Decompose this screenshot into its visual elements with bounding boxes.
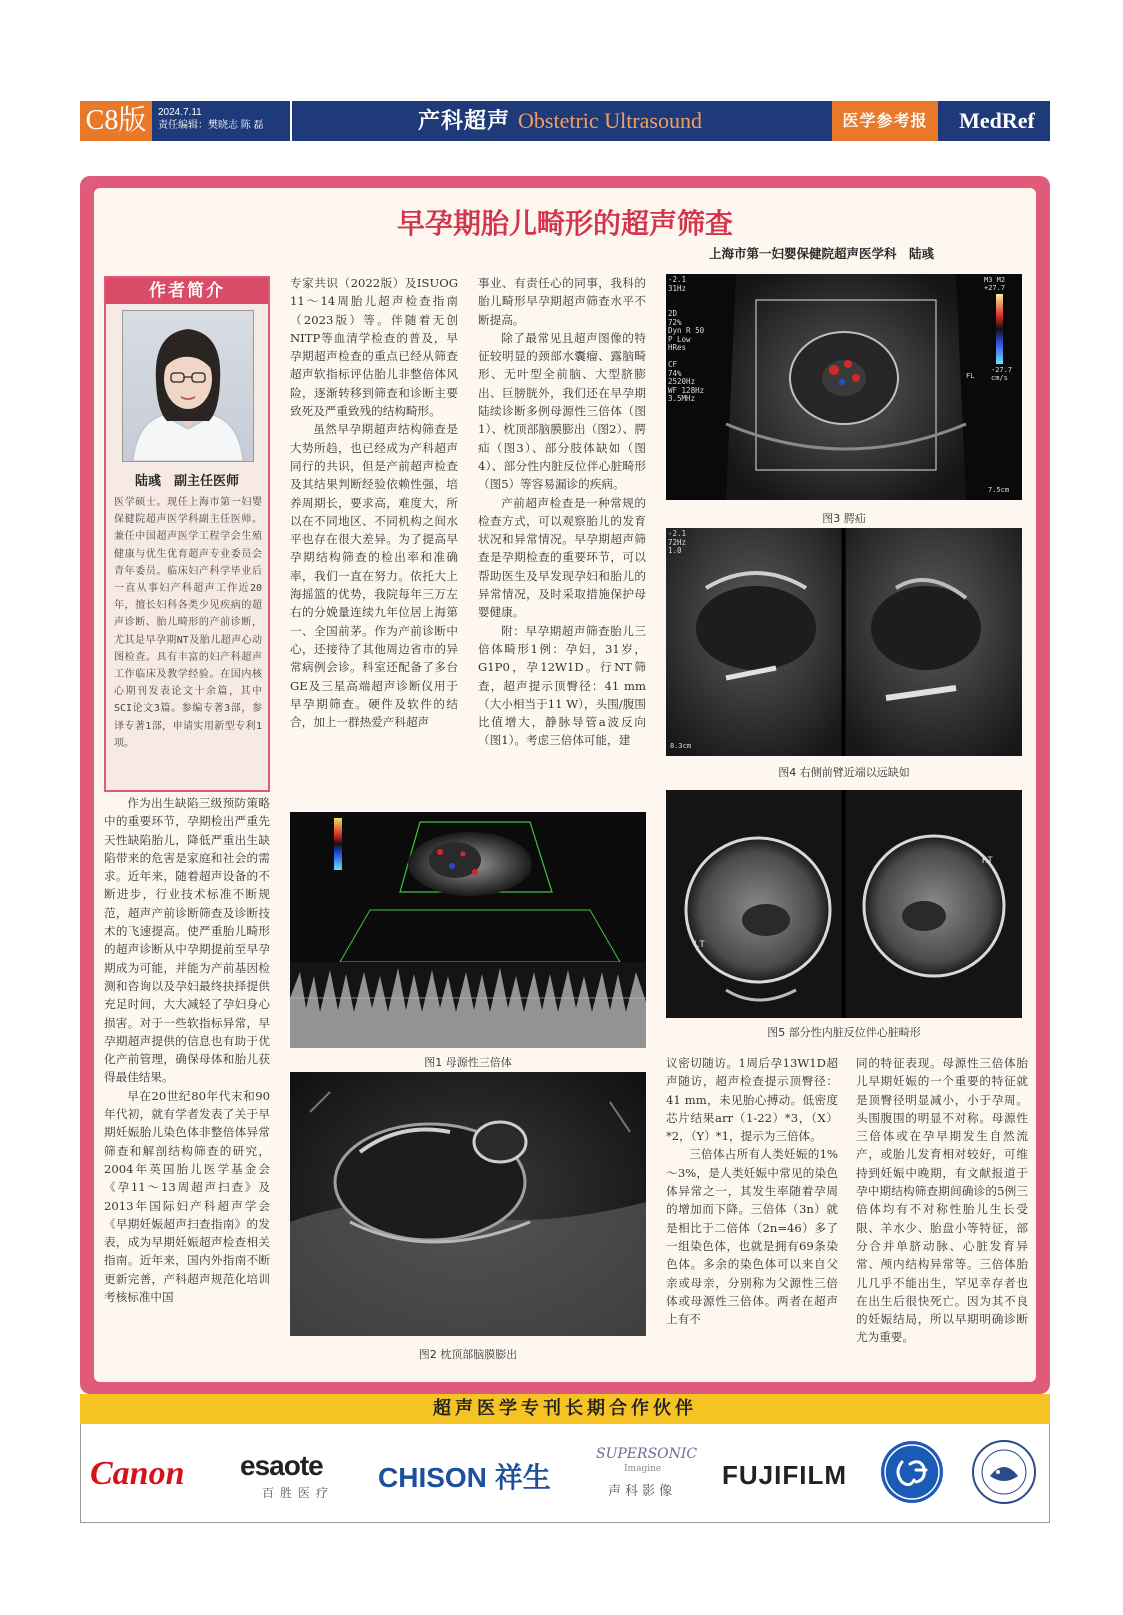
figure-3-caption: 图3 腭疝 <box>822 512 866 525</box>
edition-number: C8版 <box>80 101 152 141</box>
figure-1-image <box>290 812 646 1048</box>
logo-chison <box>378 1456 551 1496</box>
body-column-3 <box>478 274 646 790</box>
paragraph: 议密切随访。1周后孕13W1D超声随访，超声检查提示顶臀径：41 mm，未见胎心搏动。低密度芯片结果arr（1-22）*3，（X）*2，（Y）*1，提示为三倍体。 <box>666 1056 838 1144</box>
brand-name-en: MedRef <box>959 108 1035 133</box>
paragraph: 三倍体占所有人类妊娠的1%～3%，是人类妊娠中常见的染色体异常之一，其发生率随着孕周的增加而下降。三倍体（3n）就是相比于二倍体（2n=46）多了一组染色体，也就是拥有69条染色体。多余的染色体可以来自父亲或母亲，分别称为父源性三倍体或母源性三倍体。两者在超声上有不 <box>666 1147 838 1327</box>
figure-2-caption: 图2 枕顶部脑膜膨出 <box>418 1348 518 1361</box>
figure-4-depth: 8.3cm <box>670 742 692 750</box>
figure-5-image <box>666 790 1022 1018</box>
body-column-4 <box>666 1054 838 1366</box>
section-title-en: Obstetric Ultrasound <box>518 108 702 133</box>
figure-3-depth: 7.5cm <box>988 486 1010 494</box>
figure-3-fl-label: FL <box>966 372 975 380</box>
brand-name-cn: 医学参考报 <box>832 101 938 141</box>
logo-chison-en: CHISON <box>378 1462 487 1493</box>
paragraph: 作为出生缺陷三级预防策略中的重要环节，孕期检出严重先天性缺陷胎儿，降低严重出生缺陷带来的危害是家庭和社会的需求。近年来，随着超声设备的不断进步，行业技术标准不断规范，超声产前诊断筛查及诊断技术的飞速提高。使严重胎儿畸形的超声诊断从中孕期提前至早孕期成为可能，并能为产前基因检测和咨询以及孕妇最终抉择提供充足时间，大大减轻了孕妇身心损害。对于一些软指标异常，早孕期超声提供的信息也有助于优化产前管理，确保母体和胎儿获得最佳结果。 <box>104 796 270 1085</box>
figure-3-image <box>666 274 1022 500</box>
ge-monogram-icon <box>880 1440 944 1504</box>
body-column-1 <box>104 794 270 1354</box>
masthead-separator <box>290 101 292 141</box>
logo-esaote-cn: 百胜医疗 <box>262 1486 335 1500</box>
author-bio: 医学硕士。现任上海市第一妇婴保健院超声医学科副主任医师。兼任中国超声医学工程学会生殖健康与优生优育超声专业委员会青年委员。临床妇产科学毕业后一直从事妇产科超声工作近20年，擅长妇科各类少见疾病的超声诊断、胎儿畸形的产前诊断，尤其是早孕期NT及胎儿超声心动图检查。具有丰富的妇产科超声工作临床及教学经验。在国内核心期刊发表论文十余篇，其中SCI论文3篇。参编专著3部，参译专著1部，申请实用新型专利1项。 <box>114 497 262 749</box>
figure-3-scale-top: M3 M2 +27.7 <box>984 276 1006 292</box>
figure-3-scale-bottom: -27.7 cm/s <box>991 366 1013 382</box>
paragraph: 同的特征表现。母源性三倍体胎儿早期妊娠的一个重要的特征就是顶臀径明显减小，小于孕周。头围腹围的明显不对称。母源性三倍体或在孕早期发生自然流产，或胎儿发育相对较好，可维持到妊娠中晚期，有文献报道于孕中期结构筛查期间确诊的5例三倍体均有不对称性胎儿生长受限、羊水少、胎盘小等特征，部分合并单脐动脉、心脏发育异常、颅内结构异常等。三倍体胎儿几乎不能出生，罕见幸存者也在出生后很快死亡。因为其不良的妊娠结局，所以早期明确诊断尤为重要。 <box>856 1056 1028 1345</box>
paragraph: 早在20世纪80年代末和90年代初，就有学者发表了关于早期妊娠胎儿染色体非整倍体异常筛查和解剖结构筛查的研究，2004年英国胎儿医学基金会《孕11～13周超声扫查》及2013年国际妇产科超声学会《早期妊娠超声扫查指南》的发表，成为早期妊娠超声检查相关指南。近年来，国内外指南不断更新完善，产科超声规范化培训考核标准中国 <box>104 1088 270 1305</box>
figure-1-caption: 图1 母源性三倍体 <box>424 1056 512 1069</box>
body-column-2 <box>290 274 458 790</box>
figure-4-settings: -2.1 72Hz 1.0 <box>668 529 687 555</box>
paragraph: 专家共识（2022版）及ISUOG 11～14周胎儿超声检查指南（2023版）等。伴随着无创NITP等血清学检查的普及，早孕期超声检查的重点已经从筛查超声软指标评估胎儿非整倍体风险，逐渐转移到筛查和诊断主要致死及严重致残的结构畸形。 <box>290 276 458 419</box>
logo-fujifilm: FUJIFILM <box>722 1460 847 1490</box>
figure-5-caption: 图5 部分性内脏反位伴心脏畸形 <box>767 1026 921 1039</box>
edition-editors: 责任编辑：樊晓志 陈 磊 <box>158 120 264 131</box>
section-title-cn: 产科超声 <box>418 108 511 134</box>
paragraph: 虽然早孕期超声结构筛查是大势所趋，也已经成为产科超声同行的共识，但是产前超声检查及其结果判断经验依赖性强，培养周期长，要求高，难度大，所以在不同地区、不同机构之间水平也存在很大差异。为了提高早孕期结构筛查的检出率和准确率，我们一直在努力。依托大上海摇篮的优势，我院每年三万左右的分娩量连续九年位居上海第一、全国前茅。作为产前诊断中心，还接待了其他周边省市的异常病例会诊。科室还配备了多台GE及三星高端超声诊断仪用于早孕期筛查。硬件及软件的结合，加上一群热爱产科超声 <box>290 422 458 730</box>
paragraph: 产前超声检查是一种常规的检查方式，可以观察胎儿的发育状况和异常情况。早孕期超声筛查是孕期检查的重要环节，可以帮助医生及早发现孕妇和胎儿的异常情况，及时采取措施保护母婴健康。 <box>478 495 646 620</box>
section-title <box>300 101 820 141</box>
author-name: 陆彧 副主任医师 <box>134 474 239 489</box>
body-column-5 <box>856 1054 1028 1366</box>
figure-5-lt-label: LT <box>694 940 705 950</box>
article-title: 早孕期胎儿畸形的超声筛查 <box>396 207 733 240</box>
logo-supersonic: SUPERSONIC <box>596 1446 698 1462</box>
society-seal-icon <box>972 1440 1036 1504</box>
logo-supersonic-cn: 声科影像 <box>608 1484 677 1499</box>
figure-4-image <box>666 528 1022 756</box>
figure-4-caption: 图4 右侧前臂近端以远缺如 <box>778 766 910 779</box>
partners-heading: 超声医学专刊长期合作伙伴 <box>80 1394 1050 1424</box>
paragraph: 附：早孕期超声筛查胎儿三倍体畸形1例：孕妇，31岁，G1P0，孕12W1D。行NT筛查，超声提示顶臀径：41 mm（大小相当于11 W），头围/腹围比值增大，静脉导管a波反向（图1）。考虑三倍体可能，建 <box>478 623 646 748</box>
author-photo <box>122 310 254 462</box>
figure-2-image <box>290 1072 646 1336</box>
logo-ge <box>880 1440 944 1504</box>
author-portrait-graphic <box>123 311 253 461</box>
edition-date: 2024.7.11 <box>158 107 202 118</box>
logo-seal <box>972 1440 1036 1504</box>
author-heading: 作者简介 <box>106 278 268 304</box>
article-byline: 上海市第一妇婴保健院超声医学科 陆彧 <box>708 246 934 261</box>
logo-supersonic-imagine: Imagine <box>624 1464 662 1474</box>
logo-chison-cn: 祥生 <box>494 1462 551 1493</box>
paragraph: 除了最常见且超声图像的特征较明显的颈部水囊瘤、露脑畸形、无叶型全前脑、大型脐膨出、巨膀胱外，我们还在早孕期陆续诊断多例母源性三倍体（图1）、枕顶部脑膜膨出（图2）、腭疝（图3）、部分肢体缺如（图4）、部分性内脏反位伴心脏畸形（图5）等容易漏诊的疾病。 <box>478 330 646 492</box>
figure-3-settings: -2.1 31Hz 2D 72% Dyn R 50 P Low HRes CF 74% 2520Hz WF 128Hz 3.5MHz <box>668 275 705 403</box>
paragraph: 事业、有责任心的同事，我科的胎儿畸形早孕期超声筛查水平不断提高。 <box>478 276 646 327</box>
figure-5-rt-label: RT <box>982 856 993 866</box>
edition-info <box>158 106 264 132</box>
logo-canon: Canon <box>90 1455 185 1492</box>
logo-esaote: esaote <box>240 1450 323 1481</box>
